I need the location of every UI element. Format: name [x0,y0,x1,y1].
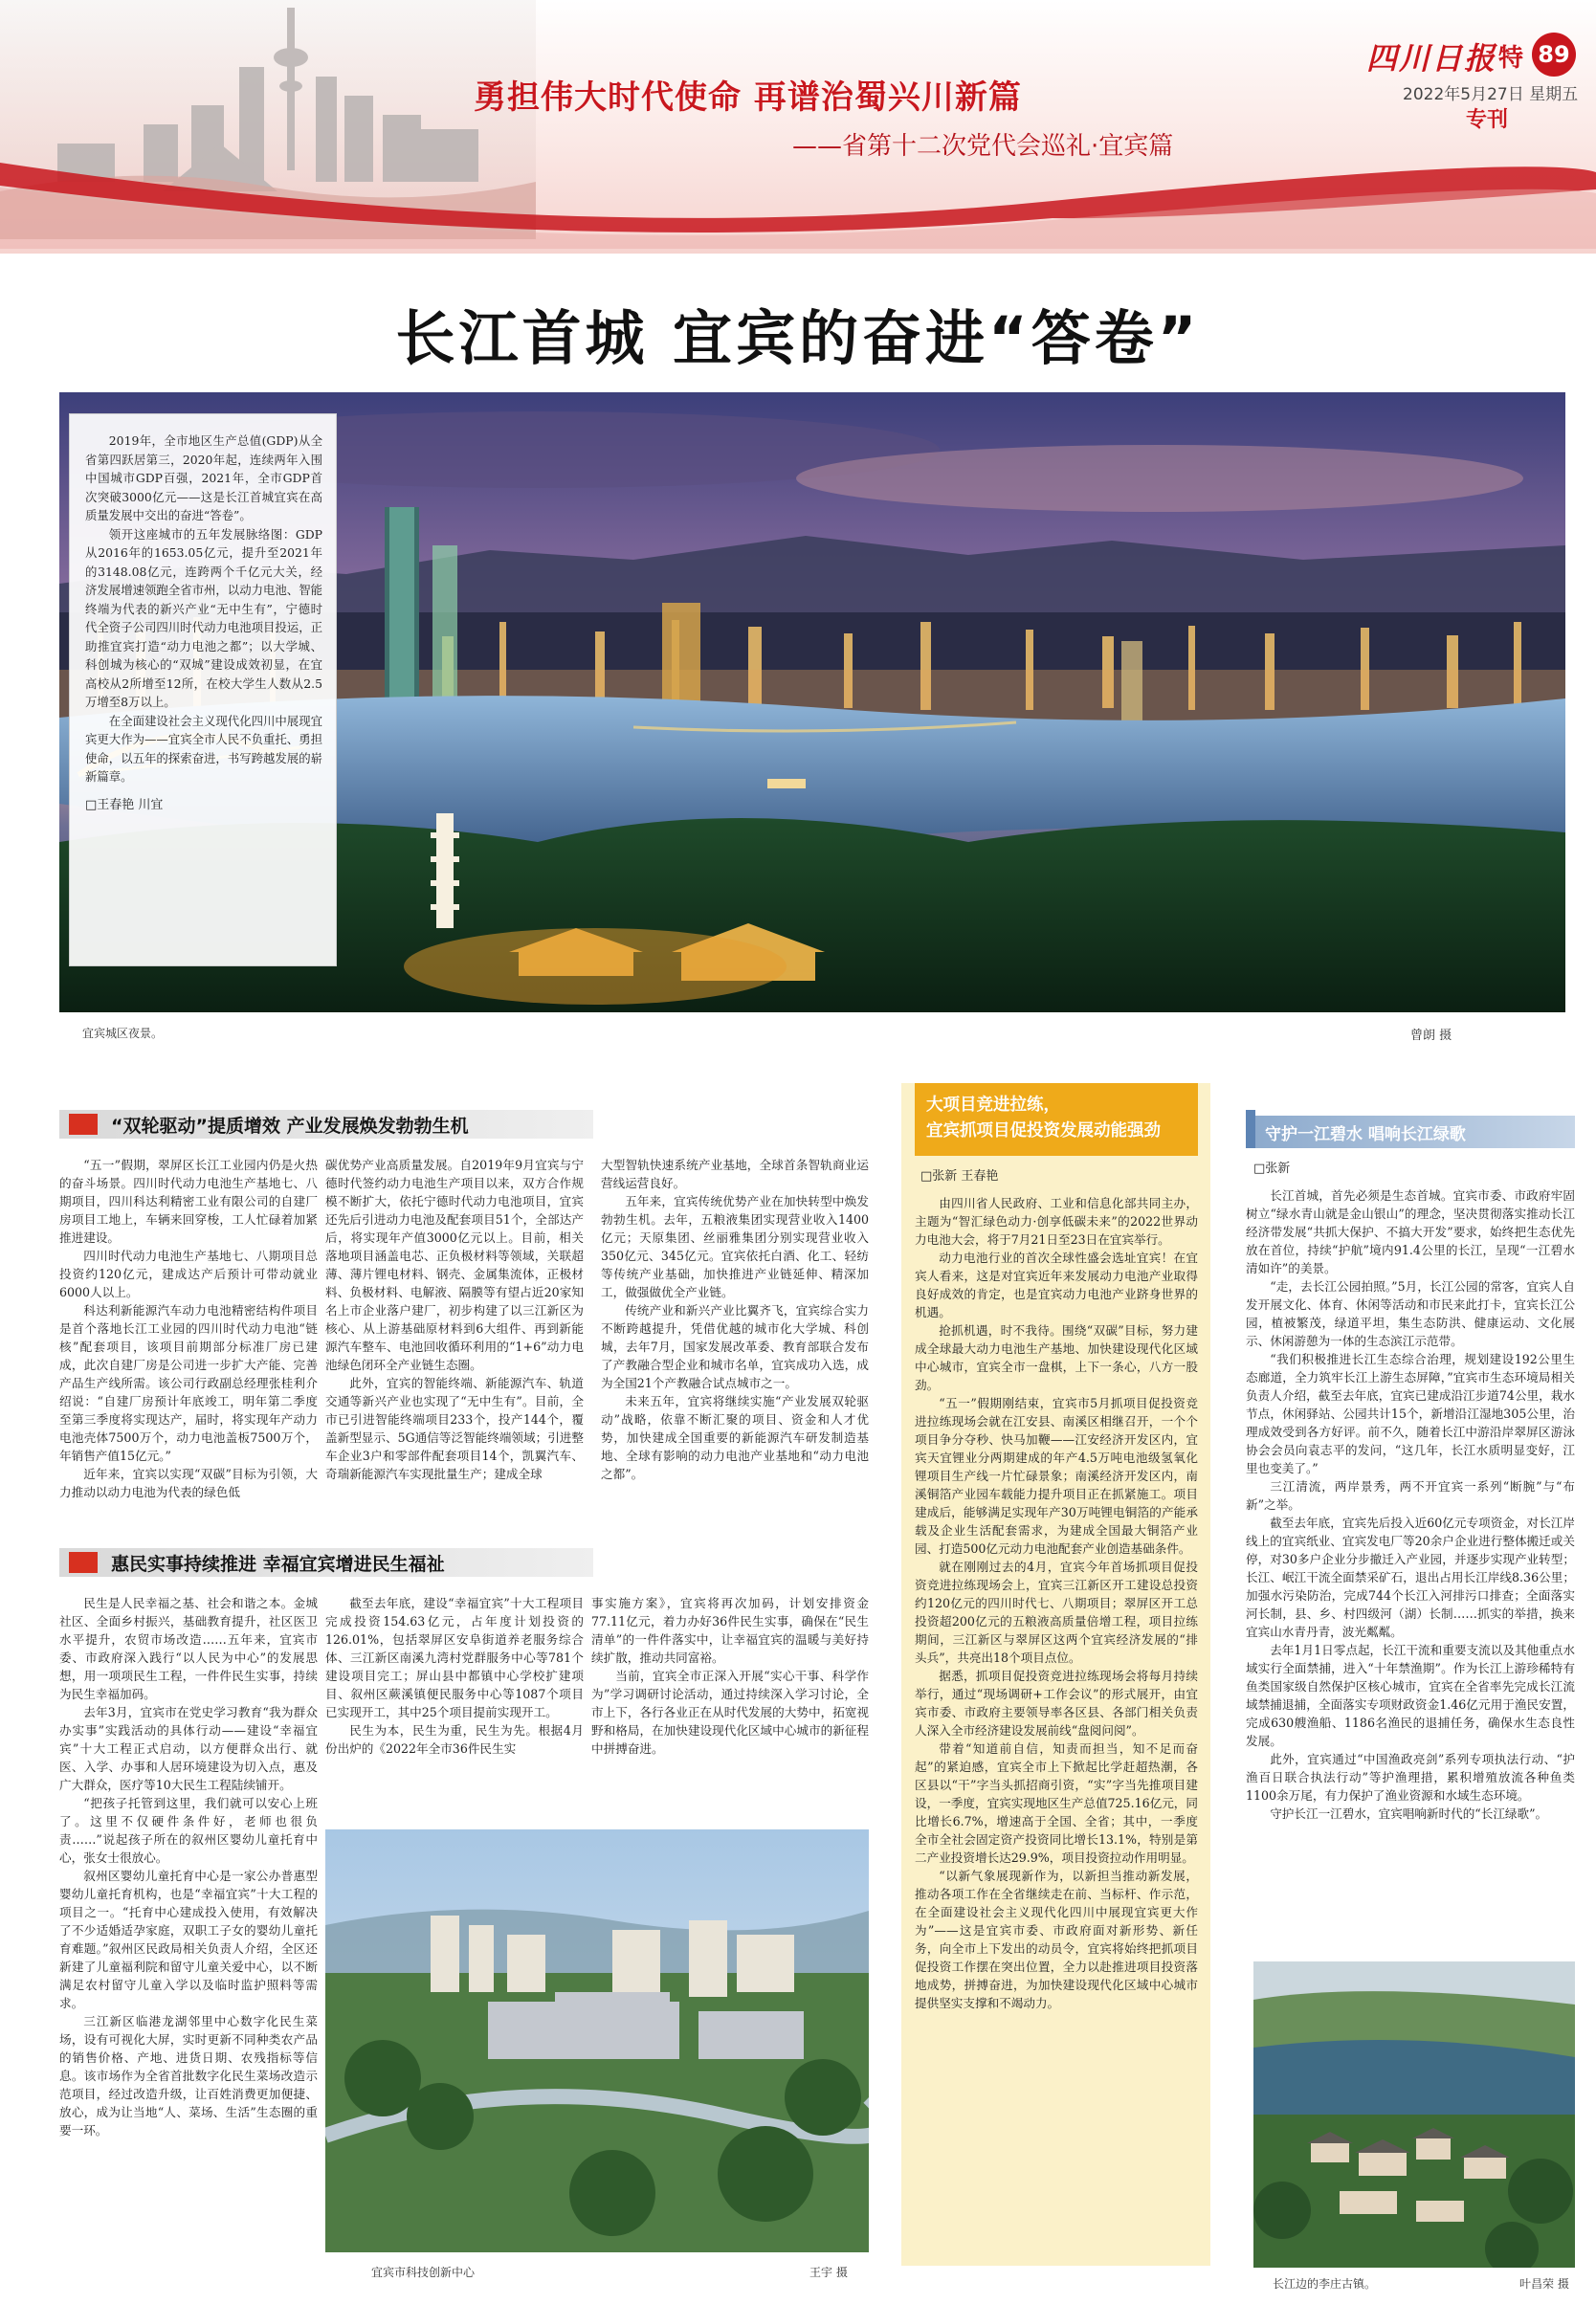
page-number-badge: 89 [1532,33,1576,77]
sidebar-heading [915,1083,1198,1156]
article-paragraph: 截至去年底，宜宾先后投入近60亿元专项资金，对长江岸线上的宜宾纸业、宜宾发电厂等20余户企业进行整体搬迁或关停，对30多户企业分步撤迁入产业园，并逐步实现产业转型；长江、岷江干流全面禁采矿石，退出占用长江岸线8.36公里；加强水污染防治，完成744个长江入河排污口排查；全面落实河长制，县、乡、村四级河（湖）长制……抓实的举措，换来宜宾山水青丹青，波光粼粼。 [1246,1516,1575,1639]
hero-photo-caption: 宜宾城区夜景。 [82,1027,164,1040]
article-paragraph: 抢抓机遇，时不我待。围绕“双碳”目标，努力建成全球最大动力电池生产基地、加快建设现代化区域中心城市，宜宾全市一盘棋，上下一条心，八方一股劲。 [915,1323,1198,1392]
article-paragraph: “走，去长江公园拍照。”5月，长江公园的常客，宜宾人自发开展文化、体育、休闲等活动和市民来此打卡，宜宾长江公园，植被繁茂，绿道平坦，集生态防洪、健康运动、文化展示、休闲游憩为一体的生态滨江示范带。 [1246,1279,1575,1348]
article-paragraph: “把孩子托管到这里，我们就可以安心上班了。这里不仅硬件条件好，老师也很负责……”说起孩子所在的叙州区婴幼儿童托育中心，张女士很放心。 [59,1796,318,1865]
masthead [0,0,1596,254]
article-column [915,1194,1198,2254]
intro-summary-box [69,413,337,966]
article-column [601,1156,869,1529]
article-paragraph: 五年来，宜宾传统优势产业在加快转型中焕发勃勃生机。去年，五粮液集团实现营业收入1400亿元；天原集团、丝丽雅集团分别实现营业收入350亿元、345亿元。宜宾依托白酒、化工、轻纺等传统产业基础，加快推进产业链延伸、精深加工，做强做优全产业链。 [601,1194,869,1299]
feature-tag: 专刊 [1466,108,1509,132]
photo-credit: 叶昌荣 摄 [1519,2277,1569,2291]
article-paragraph: 三江新区临港龙湖邻里中心数字化民生菜场，设有可视化大屏，实时更新不同种类农产品的销售价格、产地、进货日期、农残指标等信息。该市场作为全省首批数字化民生菜场改造示范项目，经过改造升级，让百姓消费更加便捷、放心，成为让当地“人、菜场、生活”生态圈的重要一环。 [59,2014,318,2138]
special-edition-headline: 勇担伟大时代使命 再谱治蜀兴川新篇 [474,78,1022,117]
article-paragraph: 碳优势产业高质量发展。自2019年9月宜宾与宁德时代签约动力电池生产项目以来，双方合作规模不断扩大，依托宁德时代动力电池项目，宜宾还先后引进动力电池及配套项目51个，全部达产后，将实现年产值3000亿元以上。目前，相关落地项目涵盖电芯、正负极材料等领域，关联超薄、薄片锂电材料、钢壳、金属集流体，正极材料、负极材料、电解液、隔膜等有望占近20家知名上市企业落户建厂，初步构建了以三江新区为核心、从上游基础原材料到6大组件、再到新能源汽车整车、电池回收循环利用的“1+6”动力电池绿色闭环全产业链生态圈。 [325,1158,584,1372]
article-paragraph: “五一”假期刚结束，宜宾市5月抓项目促投资竞进拉练现场会就在江安县、南溪区相继召开，一个个项目争分夺秒、快马加鞭——江安经济开发区内，宜宾天宜锂业分两期建成的年产4.5万吨电池级氢氧化锂项目生产线一片忙碌景象；南溪经济开发区内，南溪铜箔产业园车载能力提升项目正在抓紧施工。项目建成后，能够满足实现年产30万吨锂电铜箔的产能承载及企业生活配套需求，为建成全国最大铜箔产业园、打造500亿元动力电池配套产业创造基础条件。 [915,1396,1198,1556]
article-paragraph: “以新气象展现新作为，以新担当推动新发展，推动各项工作在全省继续走在前、当标杆、作示范，在全面建设社会主义现代化四川中展现宜宾更大作为”——这是宜宾市委、市政府面对新形势、新任务，向全市上下发出的动员令，宜宾将始终把抓项目促投资工作摆在突出位置，全力以赴推进项目投资落地成势，拼搏奋进，为加快建设现代化区域中心城市提供坚实支撑和不竭动力。 [915,1869,1198,2010]
section-heading-ecology: 守护一江碧水 唱响长江绿歌 [1246,1116,1575,1148]
article-column [325,1156,584,1529]
article-paragraph: 民生是人民幸福之基、社会和谐之本。金城社区、全面乡村振兴，基础教育提升，社区医卫水平提升，农贸市场改造……五年来，宜宾市委、市政府深入践行“以人民为中心”的发展思想，用一项项民生工程，一件件民生实事，持续为民生幸福加码。 [59,1596,318,1701]
hero-photo-credit: 曾朗 摄 [1410,1029,1452,1043]
article-column [591,1594,869,1824]
article-paragraph: 传统产业和新兴产业比翼齐飞，宜宾综合实力不断跨越提升，凭借优越的城市化大学城、科创城，去年7月，国家发展改革委、教育部联合发布了产教融合型企业和城市名单，宜宾成功入选，成为全国21个产教融合试点城市之一。 [601,1303,869,1390]
newspaper-logo: 四川日报 [1366,40,1497,77]
section-marker [69,1552,98,1573]
issue-date: 2022年5月27日 星期五 [1403,85,1579,104]
special-label: 特 [1498,44,1524,73]
article-paragraph: 科达利新能源汽车动力电池精密结构件项目是首个落地长江工业园的四川时代动力电池“链核”配套项目，该项目前期部分标准厂房已建成，此次自建厂房是公司进一步扩大产能、完善产品生产线所需。该公司行政副总经理张桂利介绍说：“自建厂房预计年底竣工，明年第二季度至第三季度将实现达产，届时，将实现年产动力电池壳体7500万个，动力电池盖板7500万个，年销售产值15亿元。” [59,1303,318,1463]
article-paragraph: 由四川省人民政府、工业和信息化部共同主办，主题为“智汇绿色动力·创享低碳未来”的2022世界动力电池大会，将于7月21日至23日在宜宾举行。 [915,1196,1198,1247]
photo-credit: 王宇 摄 [809,2266,848,2279]
article-paragraph: 截至去年底，建设“幸福宜宾”十大工程项目完成投资154.63亿元，占年度计划投资的126.01%，包括翠屏区安阜街道养老服务综合体、三江新区南溪九湾村党群服务中心等781个建设项目完工；屏山县中都镇中心学校扩建项目、叙州区蕨溪镇便民服务中心等1087个项目已实现开工，其中25个项目提前实现开工。 [325,1596,584,1719]
article-paragraph: 事实施方案》，宜宾将再次加码，计划安排资金77.11亿元，着力办好36件民生实事，确保在“民生清单”的一件件落实中，让幸福宜宾的温暖与美好持续扩散，推动共同富裕。 [591,1596,869,1665]
article-paragraph: 此外，宜宾的智能终端、新能源汽车、轨道交通等新兴产业也实现了“无中生有”。目前，全市已引进智能终端项目233个，投产144个，覆盖新型显示、5G通信等泛智能终端领域；引进整车企业3户和零部件配套项目14个，凯翼汽车、奇瑞新能源汽车实现批量生产；建成全球 [325,1376,584,1481]
article-paragraph: 未来五年，宜宾将继续实施“产业发展双轮驱动”战略，依靠不断汇聚的项目、资金和人才优势，加快建成全国重要的新能源汽车研发制造基地、全球有影响的动力电池产业基地和“动力电池之都”。 [601,1394,869,1481]
article-paragraph: 当前，宜宾全市正深入开展“实心干事、科学作为”学习调研讨论活动，通过持续深入学习讨论，全市上下，各行各业正在从时代发展的大势中，拓宽视野和格局，在加快建设现代化区域中心城市的新征程中拼搏奋进。 [591,1669,869,1756]
section-byline: □张新 [1253,1162,1291,1176]
article-column [325,1594,584,1824]
intro-paragraph: 领开这座城市的五年发展脉络图：GDP从2016年的1653.05亿元，提升至2021年的3148.08亿元，连跨两个千亿元大关，经济发展增速领跑全省市州，以动力电池、智能终端为代表的新兴产业“无中生有”，宁德时代全资子公司四川时代动力电池项目投运，正助推宜宾打造“动力电池之都”；以大学城、科创城为核心的“双城”建设成效初显，在宜高校从2所增至12所，在校大学生人数从2.5万增至8万以上。 [85,526,322,709]
photo-caption: 长江边的李庄古镇。 [1273,2277,1377,2291]
article-paragraph: 叙州区婴幼儿童托育中心是一家公办普惠型婴幼儿童托育机构，也是“幸福宜宾”十大工程的项目之一。“托育中心建成投入使用，有效解决了不少适婚适孕家庭，双职工子女的婴幼儿童托育难题。”叙州区民政局相关负责人介绍，全区还新建了儿童福利院和留守儿童关爱中心，以不断满足农村留守儿童入学以及临时监护照料等需求。 [59,1869,318,2010]
photo-lizhuang-ancient-town [1253,1961,1575,2268]
page-title: 长江首城 宜宾的奋进“答卷” [395,303,1201,373]
article-paragraph: 三江清流，两岸景秀，两不开宜宾一系列“断腕”与“布新”之举。 [1246,1479,1575,1512]
article-column [59,1156,318,1529]
article-column [1246,1186,1575,1942]
article-column [59,1594,318,2266]
article-paragraph: 带着“知道前自信，知责而担当，知不足而奋起”的紧迫感，宜宾全市上下掀起比学赶超热潮，各区县以“干”字当头抓招商引资，“实”字当先推项目建设，一季度，宜宾实现地区生产总值725.16亿元，同比增长6.7%，增速高于全国、全省；其中，一季度全市全社会固定资产投资同比增长13.1%，特别是第二产业投资增长达29.9%，项目投资拉动作用明显。 [915,1741,1198,1865]
article-paragraph: 去年1月1日零点起，长江干流和重要支流以及其他重点水域实行全面禁捕，进入“十年禁渔期”。作为长江上游珍稀特有鱼类国家级自然保护区核心城市，宜宾在全省率先完成长江流域禁捕退捕，全面落实专项财政资金1.46亿元用于渔民安置，完成630艘渔船、1186名渔民的退捕任务，确保水生态良性发展。 [1246,1643,1575,1748]
section-heading-text: 惠民实事持续推进 幸福宜宾增进民生福祉 [111,1553,445,1575]
article-paragraph: 长江首城，首先必须是生态首城。宜宾市委、市政府牢固树立“绿水青山就是金山银山”的理念，坚决贯彻落实推动长江经济带发展“共抓大保护、不搞大开发”要求，始终把生态优先放在首位，持续“护航”境内91.4公里的长江，呈现“一江碧水清如许”的美景。 [1246,1188,1575,1275]
sidebar-heading-line: 大项目竞进拉练， [926,1096,1060,1115]
article-paragraph: 守护长江一江碧水，宜宾唱响新时代的“长江绿歌”。 [1270,1806,1548,1821]
intro-byline: □王春艳 川宜 [85,797,164,812]
article-paragraph: 四川时代动力电池生产基地七、八期项目总投资约120亿元，建成达产后预计可带动就业6000人以上。 [59,1249,318,1299]
article-paragraph: 近年来，宜宾以实现“双碳”目标为引领，大力推动以动力电池为代表的绿色低 [59,1467,318,1499]
section-heading-industry [59,1110,593,1139]
intro-paragraph: 2019年，全市地区生产总值(GDP)从全省第四跃居第三，2020年起，连续两年入围中国城市GDP百强，2021年，全市GDP首次突破3000亿元——这是长江首城宜宾在高质量发展中交出的奋进“答卷”。 [85,433,322,522]
article-paragraph: 据悉，抓项目促投资竞进拉练现场会将每月持续举行，通过“现场调研+工作会议”的形式展开，由宜宾市委、市政府主要领导率各区县、各部门相关负责人深入全市经济建设发展前线“盘阅问阅”。 [915,1669,1198,1738]
article-paragraph: 此外，宜宾通过“中国渔政亮剑”系列专项执法行动、“护渔百日联合执法行动”等护渔理措，累积增殖放流各种鱼类1100余万尾，有力保护了渔业资源和水域生态环境。 [1246,1752,1575,1803]
section-heading-text: “双轮驱动”提质增效 产业发展焕发勃勃生机 [111,1115,469,1137]
sidebar-byline: □张新 王春艳 [920,1169,999,1184]
sidebar-heading-line: 宜宾抓项目促投资发展动能强劲 [926,1121,1161,1141]
photo-caption: 宜宾市科技创新中心 [371,2266,476,2279]
article-paragraph: “我们积极推进长江生态综合治理，规划建设192公里生态廊道，全力筑牢长江上游生态屏障，”宜宾市生态环境局相关负责人介绍，截至去年底，宜宾已建成沿江步道74公里，栽水节点，休闲驿站、公园共计15个，新增沿江湿地305公里，治理成效受到各方好评。前不久，随着长江中游沿岸翠屏区游泳协会会员向袁志平的发问，“这几年，长江水质明显变好，江里也变美了。” [1246,1352,1575,1475]
section-marker [69,1114,98,1135]
article-paragraph: 民生为本，民生为重，民生为先。根据4月份出炉的《2022年全市36件民生实 [325,1723,584,1756]
article-paragraph: 大型智轨快速系统产业基地，全球首条智轨商业运营线运营良好。 [601,1158,869,1190]
intro-paragraph: 在全面建设社会主义现代化四川中展现宜宾更大作为——宜宾全市人民不负重托、勇担使命，以五年的探索奋进，书写跨越发展的崭新篇章。 [85,713,322,784]
article-paragraph: 就在刚刚过去的4月，宜宾今年首场抓项目促投资竞进拉练现场会上，宜宾三江新区开工建设总投资约120亿元的四川时代七、八期项目；翠屏区开工总投资超200亿元的五粮液高质量倍增工程，项目拉练期间，三江新区与翠屏区这两个宜宾经济发展的“排头兵”，共亮出18个项目点位。 [915,1560,1198,1665]
photo-tech-innovation-center [325,1829,869,2252]
section-heading-livelihood [59,1548,593,1577]
special-edition-subheadline: ——省第十二次党代会巡礼·宜宾篇 [792,132,1174,161]
article-paragraph: 去年3月，宜宾市在党史学习教育“我为群众办实事”实践活动的具体行动——建设“幸福宜宾”十大工程正式启动，以方便群众出行、就医、入学、办事和人居环境建设为切入点，惠及广大群众，医疗等10大民生工程陆续铺开。 [59,1705,318,1792]
article-paragraph: “五一”假期，翠屏区长江工业园内仍是火热的奋斗场景。四川时代动力电池生产基地七、八期项目，四川科达利精密工业有限公司的自建厂房项目工地上，车辆来回穿梭，工人忙碌着加紧推进建设。 [59,1158,318,1245]
article-paragraph: 动力电池行业的首次全球性盛会选址宜宾！在宜宾人看来，这是对宜宾近年来发展动力电池产业取得良好成效的肯定，也是宜宾动力电池产业跻身世界的机遇。 [915,1251,1198,1319]
